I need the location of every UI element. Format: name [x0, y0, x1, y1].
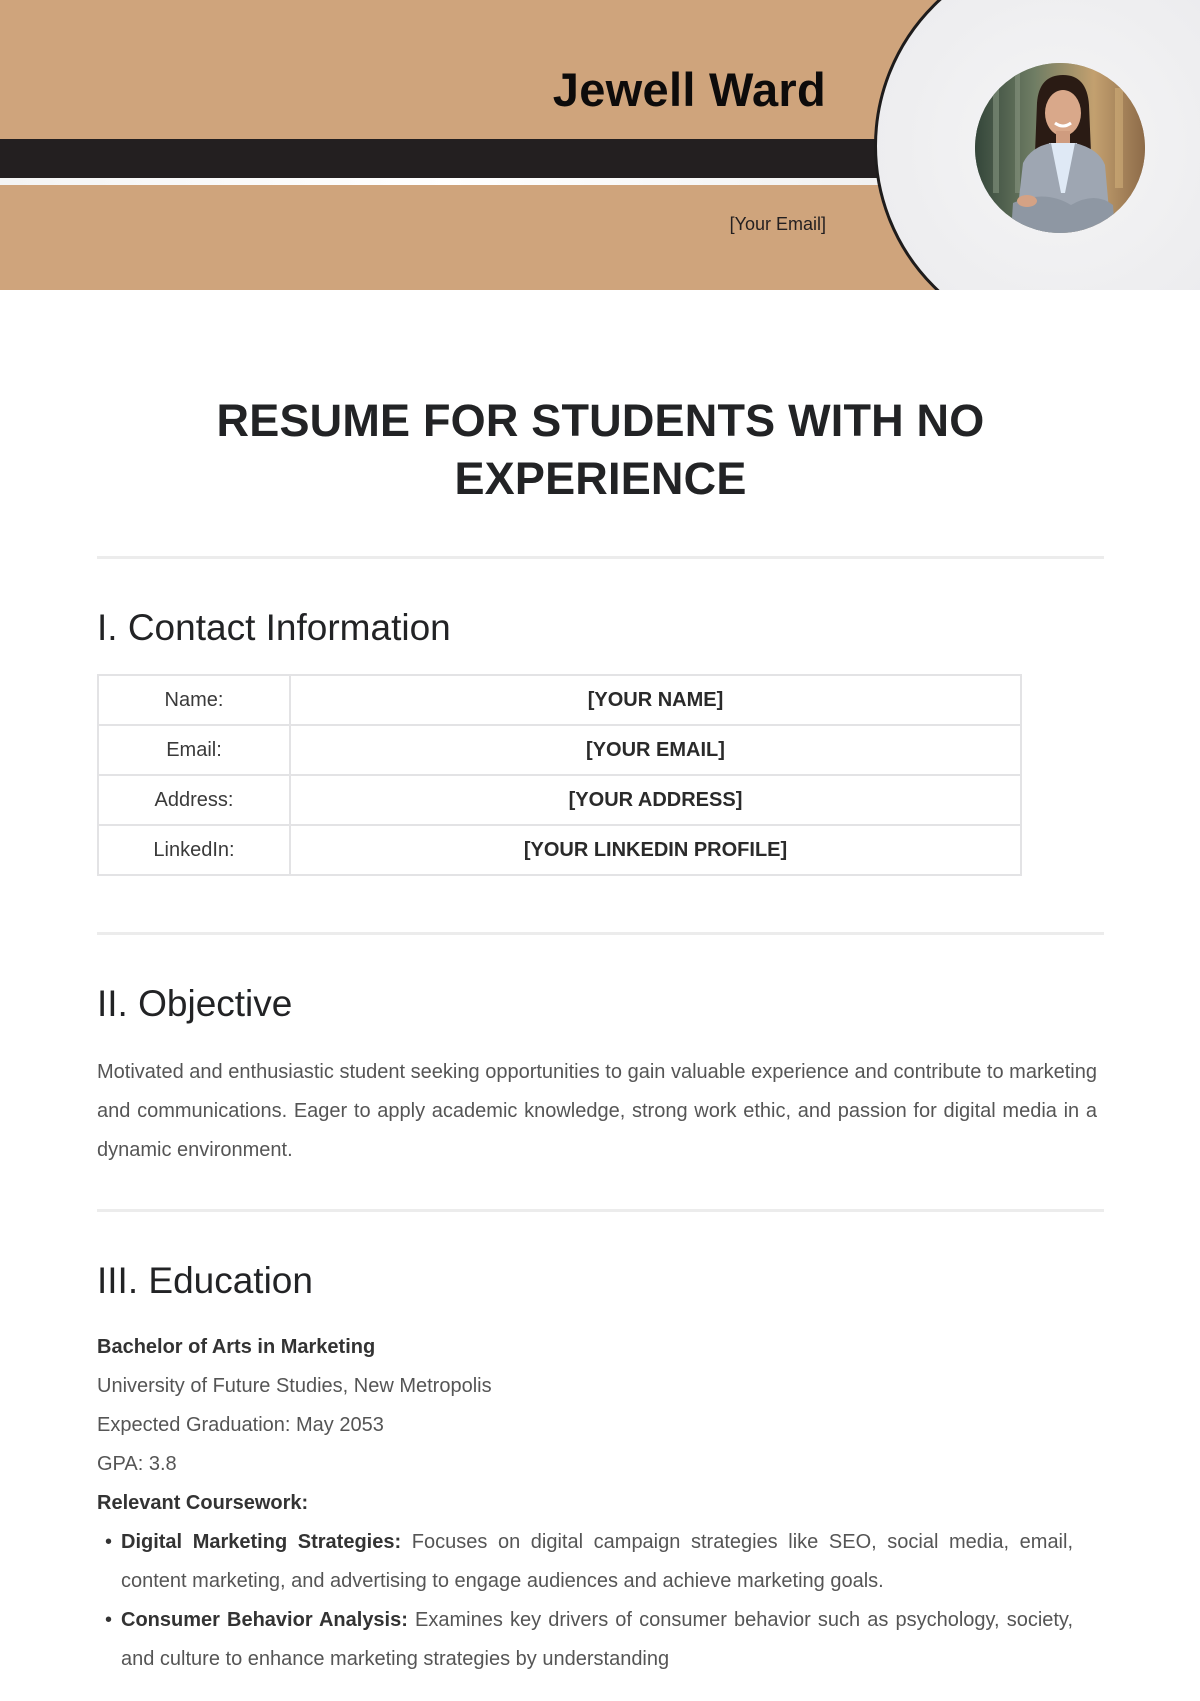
contact-label: Name:	[98, 675, 290, 725]
objective-heading: II. Objective	[97, 983, 293, 1024]
contact-value: [YOUR LINKEDIN PROFILE]	[290, 825, 1021, 875]
table-row	[98, 725, 1021, 775]
course-name: Consumer Behavior Analysis:	[121, 1609, 408, 1631]
table-row	[98, 825, 1021, 875]
contact-table	[97, 674, 1022, 876]
course-description: Examines key drivers of consumer behavior such as psychology, society, and culture to enhance marketing strategies by understanding	[121, 1609, 1074, 1670]
candidate-name: Jewell Ward	[552, 63, 826, 116]
contact-value: [YOUR ADDRESS]	[290, 775, 1021, 825]
contact-label: Email:	[98, 725, 290, 775]
section-divider	[97, 1209, 1104, 1212]
table-row	[98, 775, 1021, 825]
section-divider	[97, 556, 1104, 559]
person-portrait-icon	[975, 63, 1145, 233]
coursework-label: Relevant Coursework:	[97, 1492, 309, 1514]
header-dark-band	[0, 139, 900, 178]
document-title: RESUME FOR STUDENTS WITH NO EXPERIENCE	[216, 395, 985, 504]
graduation-date: Expected Graduation: May 2053	[97, 1414, 384, 1436]
objective-text: Motivated and enthusiastic student seeking opportunities to gain valuable experience and contribute to marketing and communications. Eager to apply academic knowledge, strong work ethic, and passion for digital media in a dynamic environment.	[97, 1061, 1097, 1161]
candidate-email: [Your Email]	[729, 214, 826, 234]
contact-value: [YOUR NAME]	[290, 675, 1021, 725]
bullet-icon: •	[105, 1609, 113, 1631]
course-description: Focuses on digital campaign strategies like SEO, social media, email, content marketing, and advertising to engage audiences and achieve marketing goals.	[121, 1531, 1074, 1592]
list-item	[97, 1523, 1073, 1601]
education-heading: III. Education	[97, 1260, 313, 1301]
list-item	[97, 1601, 1073, 1679]
contact-heading: I. Contact Information	[97, 607, 451, 648]
bullet-icon: •	[105, 1531, 113, 1553]
education-details	[97, 1328, 1097, 1523]
header-light-stripe	[0, 178, 900, 185]
course-name: Digital Marketing Strategies:	[121, 1531, 402, 1553]
section-divider	[97, 932, 1104, 935]
contact-label: Address:	[98, 775, 290, 825]
contact-value: [YOUR EMAIL]	[290, 725, 1021, 775]
gpa-value: GPA: 3.8	[97, 1453, 177, 1475]
school-name: University of Future Studies, New Metropolis	[97, 1375, 492, 1397]
degree-name: Bachelor of Arts in Marketing	[97, 1336, 376, 1358]
profile-photo	[975, 63, 1145, 233]
coursework-list	[97, 1523, 1073, 1679]
contact-label: LinkedIn:	[98, 825, 290, 875]
table-row	[98, 675, 1021, 725]
